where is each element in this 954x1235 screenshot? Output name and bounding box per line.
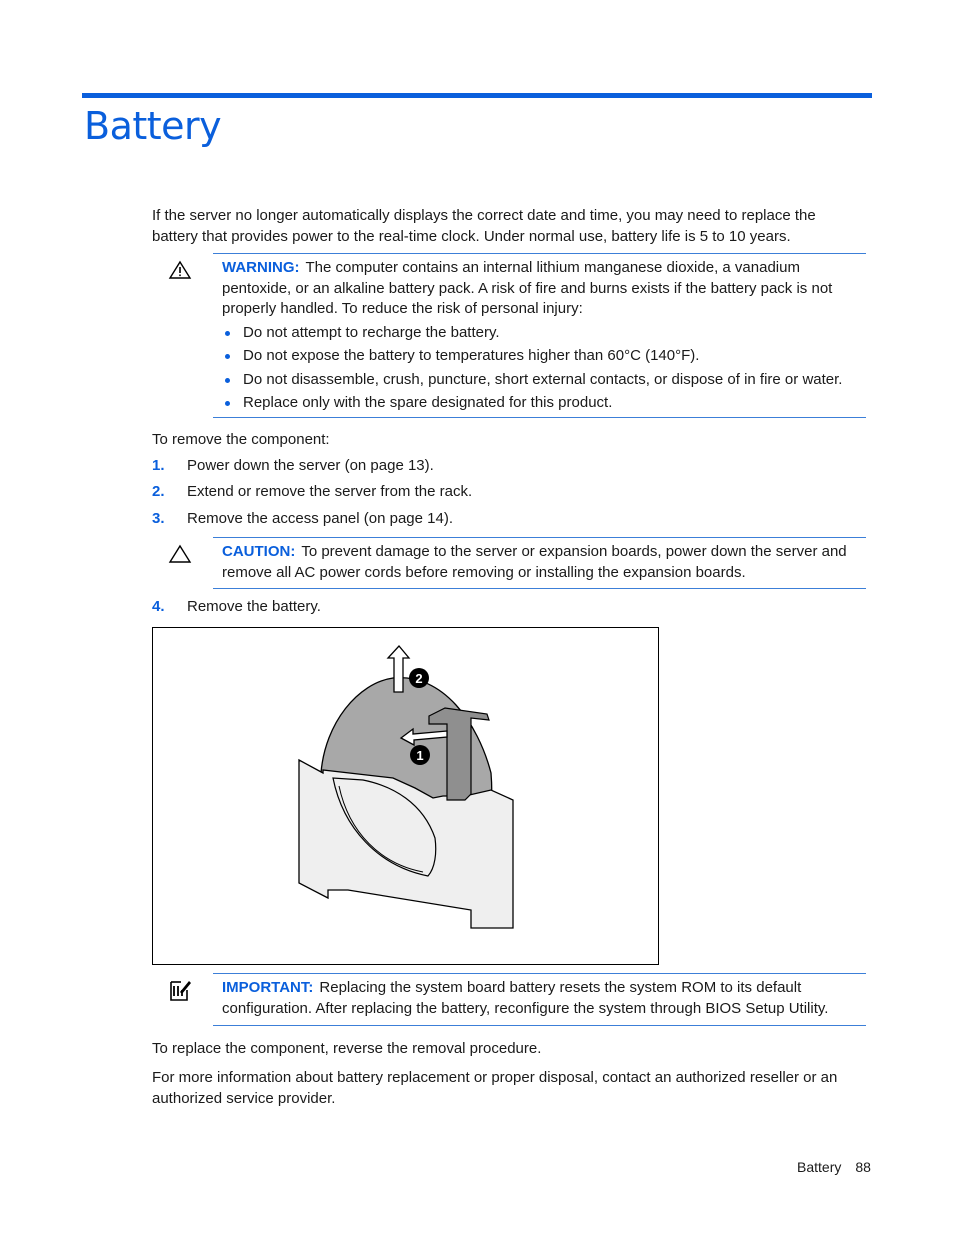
warning-note <box>213 253 866 418</box>
battery-illustration <box>153 628 658 964</box>
step-text: Remove the access panel (on page 14). <box>187 510 453 527</box>
important-label: IMPORTANT: <box>222 979 314 996</box>
step-number: 2. <box>152 483 165 500</box>
step-number: 3. <box>152 510 165 527</box>
page-footer <box>797 1159 871 1175</box>
caution-text: To prevent damage to the server or expansion boards, power down the server and remove all AC power cords before removing or installing the expansion boards. <box>222 543 847 581</box>
step-4 <box>152 597 321 617</box>
step-number: 4. <box>152 598 165 615</box>
caution-note <box>213 537 866 589</box>
more-info-paragraph: For more information about battery replacement or proper disposal, contact an authorized reseller or an authorized service provider. <box>152 1069 838 1107</box>
list-item: Do not expose the battery to temperatures higher than 60°C (140°F). <box>222 346 866 367</box>
warning-label: WARNING: <box>222 259 300 276</box>
callout-2: 2 <box>415 671 423 686</box>
title-rule <box>82 93 872 98</box>
step-text: Extend or remove the server from the rack. <box>187 483 473 500</box>
step-text: Remove the battery. <box>187 598 321 615</box>
intro-paragraph: If the server no longer automatically displays the correct date and time, you may need to replace the battery that provides power to the real-time clock. Under normal use, battery life is 5 to 10 years. <box>152 207 816 245</box>
page-title: Battery <box>84 104 222 148</box>
list-item: Replace only with the spare designated for this product. <box>222 393 866 414</box>
step-number: 1. <box>152 457 165 474</box>
step-text: Power down the server (on page 13). <box>187 457 434 474</box>
important-note <box>213 973 866 1026</box>
list-item: Do not attempt to recharge the battery. <box>222 323 866 344</box>
step-2 <box>152 482 472 502</box>
warning-text: The computer contains an internal lithium manganese dioxide, a vanadium pentoxide, or an alkaline battery pack. A risk of fire and burns exists if the battery pack is not properly handled. To reduce the risk of personal injury: <box>222 259 833 317</box>
replace-paragraph: To replace the component, reverse the removal procedure. <box>152 1040 542 1057</box>
warning-bullets <box>222 323 866 414</box>
caution-icon <box>168 544 192 564</box>
footer-section: Battery <box>797 1159 842 1175</box>
callout-1: 1 <box>416 748 424 763</box>
page-number: 88 <box>855 1159 871 1175</box>
caution-label: CAUTION: <box>222 543 296 560</box>
step-3 <box>152 509 453 529</box>
important-text: Replacing the system board battery resets the system ROM to its default configuration. After replacing the battery, reconfigure the system through BIOS Setup Utility. <box>222 979 829 1017</box>
warning-icon <box>168 260 192 280</box>
list-item: Do not disassemble, crush, puncture, short external contacts, or dispose of in fire or water. <box>222 370 866 391</box>
battery-removal-figure <box>152 627 659 965</box>
remove-intro: To remove the component: <box>152 431 330 448</box>
important-icon <box>168 978 192 1002</box>
step-1 <box>152 456 434 476</box>
